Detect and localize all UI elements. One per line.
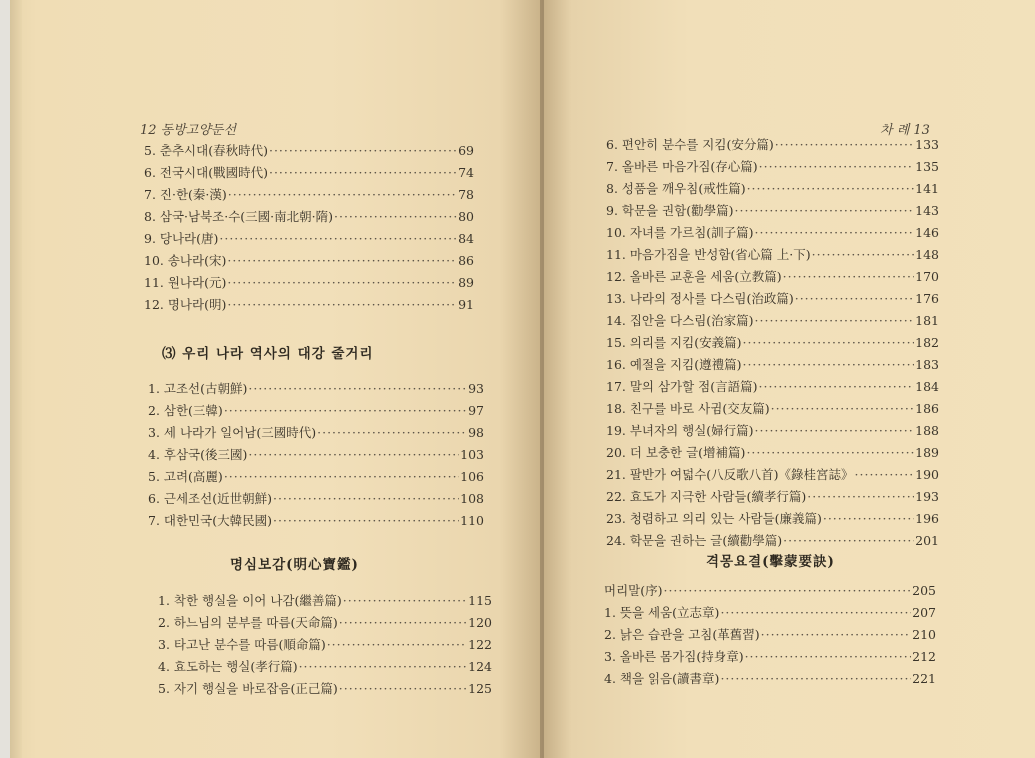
toc-entry-title: 8. 삼국·남북조·수(三國·南北朝·隋)	[144, 209, 333, 224]
toc-entry	[144, 185, 474, 207]
toc-entry-page: 86	[458, 253, 474, 268]
toc-leader-dots	[755, 423, 915, 438]
toc-entry-page: 188	[915, 423, 939, 438]
toc-leader-dots	[755, 313, 915, 328]
toc-leader-dots	[269, 143, 457, 158]
toc-entry-page: 186	[915, 401, 939, 416]
toc-leader-dots	[343, 593, 467, 608]
toc-entry	[606, 223, 939, 245]
toc-leader-dots	[339, 615, 467, 630]
toc-entry-title: 16. 예절을 지킴(遵禮篇)	[606, 357, 742, 372]
toc-entry-title: 13. 나라의 정사를 다스림(治政篇)	[606, 291, 794, 306]
toc-entry	[148, 467, 484, 489]
toc-entry-page: 91	[458, 297, 474, 312]
toc-entry-page: 183	[915, 357, 939, 372]
toc-entry-title: 9. 당나라(唐)	[144, 231, 219, 246]
toc-entry-title: 10. 송나라(宋)	[144, 253, 227, 268]
toc-leader-dots	[761, 627, 912, 642]
toc-leader-dots	[783, 269, 914, 284]
toc-entry-page: 141	[915, 181, 939, 196]
toc-entry	[604, 669, 936, 691]
toc-entry-title: 9. 학문을 권함(勸學篇)	[606, 203, 734, 218]
right-section-heading-gyeokmong: 격몽요결(擊蒙要訣)	[706, 554, 835, 570]
toc-entry-title: 5. 고려(高麗)	[148, 469, 223, 484]
toc-entry	[144, 141, 474, 163]
left-toc-list-2	[148, 379, 484, 533]
toc-entry-title: 4. 후삼국(後三國)	[148, 447, 248, 462]
toc-entry-page: 184	[915, 379, 939, 394]
left-toc-list-3	[158, 591, 492, 701]
toc-entry-title: 10. 자녀를 가르침(訓子篇)	[606, 225, 754, 240]
toc-entry	[158, 591, 492, 613]
toc-entry-page: 97	[468, 403, 484, 418]
toc-leader-dots	[227, 297, 457, 312]
toc-entry	[148, 423, 484, 445]
toc-entry	[604, 603, 936, 625]
toc-entry	[606, 311, 939, 333]
toc-entry-title: 19. 부녀자의 행실(婦行篇)	[606, 423, 754, 438]
toc-leader-dots	[227, 253, 457, 268]
toc-entry-title: 1. 착한 행실을 이어 나감(繼善篇)	[158, 593, 342, 608]
toc-leader-dots	[219, 231, 457, 246]
toc-leader-dots	[224, 403, 467, 418]
toc-entry-title: 7. 올바른 마음가짐(存心篇)	[606, 159, 758, 174]
toc-entry	[144, 229, 474, 251]
toc-entry-page: 193	[915, 489, 939, 504]
toc-entry-title: 2. 하느님의 분부를 따름(天命篇)	[158, 615, 338, 630]
toc-entry-title: 8. 성품을 깨우침(戒性篇)	[606, 181, 746, 196]
toc-entry-page: 212	[912, 649, 936, 664]
toc-leader-dots	[735, 203, 915, 218]
toc-entry	[144, 163, 474, 185]
right-toc-list-2	[604, 581, 936, 691]
toc-leader-dots	[812, 247, 915, 262]
toc-leader-dots	[273, 491, 459, 506]
toc-entry-page: 133	[915, 137, 939, 152]
toc-entry	[148, 401, 484, 423]
toc-entry-title: 23. 청렴하고 의리 있는 사람들(廉義篇)	[606, 511, 822, 526]
toc-entry	[606, 509, 939, 531]
toc-entry-title: 1. 고조선(古朝鮮)	[148, 381, 248, 396]
toc-entry-title: 7. 진·한(秦·漢)	[144, 187, 227, 202]
toc-entry-title: 5. 춘추시대(春秋時代)	[144, 143, 268, 158]
toc-entry	[606, 245, 939, 267]
toc-leader-dots	[327, 637, 467, 652]
toc-leader-dots	[775, 137, 914, 152]
toc-entry-title: 머리말(序)	[604, 583, 663, 598]
toc-entry-title: 20. 더 보충한 글(增補篇)	[606, 445, 746, 460]
left-page-header: 12 동방고양둔선	[140, 123, 237, 138]
toc-entry	[606, 399, 939, 421]
left-section-heading-myeongsim: 명심보감(明心寶鑑)	[230, 557, 359, 573]
toc-leader-dots	[771, 401, 915, 416]
toc-entry-title: 6. 편안히 분수를 지킴(安分篇)	[606, 137, 774, 152]
toc-leader-dots	[746, 445, 914, 460]
toc-entry	[158, 635, 492, 657]
toc-leader-dots	[742, 335, 914, 350]
toc-entry	[606, 289, 939, 311]
toc-entry-title: 22. 효도가 지극한 사람들(續孝行篇)	[606, 489, 807, 504]
toc-entry	[148, 511, 484, 533]
toc-entry	[606, 157, 939, 179]
toc-entry-page: 125	[468, 681, 492, 696]
toc-entry-title: 3. 세 나라가 일어남(三國時代)	[148, 425, 317, 440]
toc-entry-page: 74	[458, 165, 474, 180]
toc-entry	[604, 581, 936, 603]
toc-entry-title: 11. 마음가짐을 반성함(省心篇 上·下)	[606, 247, 811, 262]
toc-entry-page: 143	[915, 203, 939, 218]
toc-entry-page: 110	[460, 513, 484, 528]
toc-entry-page: 176	[915, 291, 939, 306]
toc-entry-title: 17. 말의 삼가할 점(言語篇)	[606, 379, 758, 394]
toc-leader-dots	[742, 357, 914, 372]
toc-leader-dots	[720, 671, 911, 686]
toc-entry-title: 12. 올바른 교훈을 세움(立教篇)	[606, 269, 782, 284]
toc-entry-page: 98	[468, 425, 484, 440]
toc-leader-dots	[759, 379, 915, 394]
toc-entry-title: 3. 올바른 몸가짐(持身章)	[604, 649, 744, 664]
toc-leader-dots	[317, 425, 467, 440]
toc-entry-page: 122	[468, 637, 492, 652]
toc-entry-title: 2. 삼한(三韓)	[148, 403, 223, 418]
toc-entry-title: 21. 팔반가 여덟수(八反歌八首)《錄桂宮誌》	[606, 467, 854, 482]
toc-entry	[606, 465, 939, 487]
toc-entry-title: 7. 대한민국(大韓民國)	[148, 513, 272, 528]
toc-entry-title: 2. 낡은 습관을 고침(革舊習)	[604, 627, 760, 642]
toc-entry	[144, 207, 474, 229]
toc-entry-page: 189	[915, 445, 939, 460]
toc-entry	[148, 445, 484, 467]
toc-entry	[604, 625, 936, 647]
toc-leader-dots	[299, 659, 468, 674]
toc-entry	[606, 487, 939, 509]
toc-entry	[606, 179, 939, 201]
toc-entry	[606, 267, 939, 289]
toc-entry-page: 103	[460, 447, 484, 462]
toc-leader-dots	[745, 649, 912, 664]
toc-entry	[606, 443, 939, 465]
toc-entry-page: 80	[458, 209, 474, 224]
toc-entry-page: 135	[915, 159, 939, 174]
toc-entry-title: 3. 타고난 분수를 따름(順命篇)	[158, 637, 326, 652]
toc-entry	[158, 657, 492, 679]
toc-entry-page: 78	[458, 187, 474, 202]
toc-entry-page: 181	[915, 313, 939, 328]
toc-leader-dots	[823, 511, 914, 526]
toc-leader-dots	[855, 467, 915, 482]
toc-leader-dots	[228, 187, 457, 202]
toc-entry-title: 12. 명나라(明)	[144, 297, 227, 312]
toc-entry-page: 201	[915, 533, 939, 548]
toc-entry-title: 15. 의리를 지킴(安義篇)	[606, 335, 742, 350]
toc-leader-dots	[273, 513, 459, 528]
left-page-edge	[10, 0, 22, 758]
toc-leader-dots	[248, 381, 467, 396]
toc-entry	[606, 355, 939, 377]
right-page-header: 차 례 13	[880, 123, 930, 138]
toc-entry	[148, 489, 484, 511]
toc-entry-page: 182	[915, 335, 939, 350]
left-toc-list-1	[144, 141, 474, 317]
toc-entry-page: 106	[460, 469, 484, 484]
toc-entry	[158, 613, 492, 635]
toc-entry-page: 146	[915, 225, 939, 240]
toc-entry-page: 69	[458, 143, 474, 158]
toc-leader-dots	[248, 447, 459, 462]
toc-entry	[606, 421, 939, 443]
toc-leader-dots	[747, 181, 915, 196]
toc-entry-title: 18. 친구를 바로 사귐(交友篇)	[606, 401, 770, 416]
toc-entry-page: 196	[915, 511, 939, 526]
toc-entry-page: 221	[912, 671, 936, 686]
toc-leader-dots	[663, 583, 911, 598]
toc-entry-page: 205	[912, 583, 936, 598]
toc-entry-page: 210	[912, 627, 936, 642]
toc-entry-page: 207	[912, 605, 936, 620]
toc-leader-dots	[755, 225, 915, 240]
toc-entry-page: 108	[460, 491, 484, 506]
toc-entry	[606, 135, 939, 157]
toc-entry	[606, 333, 939, 355]
toc-entry-page: 190	[915, 467, 939, 482]
toc-entry-page: 115	[468, 593, 492, 608]
toc-entry	[606, 201, 939, 223]
toc-entry-title: 5. 자기 행실을 바로잡음(正己篇)	[158, 681, 338, 696]
toc-leader-dots	[339, 681, 467, 696]
toc-entry-title: 4. 책을 읽음(讀書章)	[604, 671, 720, 686]
toc-entry-title: 24. 학문을 권하는 글(續勸學篇)	[606, 533, 783, 548]
toc-entry	[144, 251, 474, 273]
toc-entry-page: 89	[458, 275, 474, 290]
toc-leader-dots	[227, 275, 457, 290]
toc-entry-page: 84	[458, 231, 474, 246]
toc-leader-dots	[795, 291, 914, 306]
toc-entry-page: 170	[915, 269, 939, 284]
left-section-heading-history: ⑶ 우리 나라 역사의 대강 줄거리	[162, 346, 374, 362]
toc-leader-dots	[807, 489, 914, 504]
toc-leader-dots	[720, 605, 911, 620]
toc-entry-title: 11. 원나라(元)	[144, 275, 227, 290]
toc-entry-title: 6. 전국시대(戰國時代)	[144, 165, 268, 180]
toc-entry	[158, 679, 492, 701]
right-toc-list-1	[606, 135, 939, 553]
toc-entry-title: 4. 효도하는 행실(孝行篇)	[158, 659, 298, 674]
toc-entry-title: 14. 집안을 다스림(治家篇)	[606, 313, 754, 328]
toc-leader-dots	[783, 533, 914, 548]
toc-entry	[606, 377, 939, 399]
toc-entry	[144, 295, 474, 317]
toc-entry-title: 6. 근세조선(近世朝鮮)	[148, 491, 272, 506]
toc-entry-page: 93	[468, 381, 484, 396]
toc-entry	[604, 647, 936, 669]
book-spine	[540, 0, 544, 758]
toc-entry-page: 120	[468, 615, 492, 630]
toc-leader-dots	[269, 165, 457, 180]
toc-leader-dots	[759, 159, 914, 174]
toc-leader-dots	[224, 469, 459, 484]
toc-entry	[144, 273, 474, 295]
toc-entry-page: 148	[915, 247, 939, 262]
toc-entry-title: 1. 뜻을 세움(立志章)	[604, 605, 720, 620]
toc-leader-dots	[334, 209, 457, 224]
toc-entry-page: 124	[468, 659, 492, 674]
toc-entry	[148, 379, 484, 401]
